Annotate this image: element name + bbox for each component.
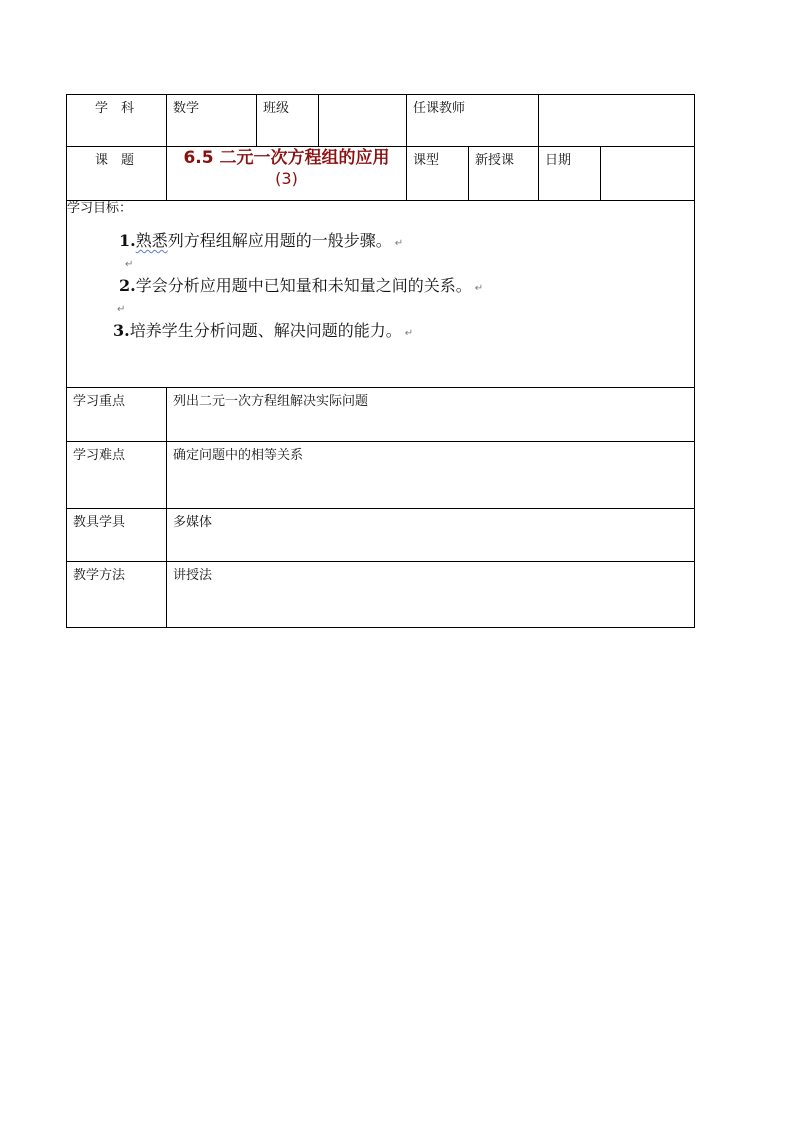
paragraph-mark-icon: ↵ [394,238,404,249]
class-value-cell [319,95,407,147]
row-value-cell [167,562,695,628]
row-label: 学习难点 [73,448,126,463]
spellcheck-underlined-text: 熟悉 [135,231,168,250]
row-value: 确定问题中的相等关系 [173,448,304,463]
type-label: 课型 [413,153,440,168]
empty-paragraph-line [67,299,694,321]
date-value-cell [601,147,695,201]
class-label: 班级 [263,101,290,116]
objective-item-2 [67,276,694,299]
date-label: 日期 [545,153,572,168]
type-value-cell [469,147,539,201]
topic-label-cell [67,147,167,201]
objectives-heading: 学习目标： [67,201,133,216]
topic-label: 课 题 [95,153,135,168]
teacher-label-cell [407,95,539,147]
paragraph-mark-icon: ↵ [125,259,134,270]
row-value: 多媒体 [173,515,213,530]
subject-label-cell [67,95,167,147]
subject-value: 数学 [173,101,200,116]
row-value: 讲授法 [173,568,213,583]
subject-value-cell [167,95,257,147]
row-difficulties [67,442,695,509]
class-value [319,95,406,101]
row-value-cell [167,442,695,509]
row-value: 列出二元一次方程组解决实际问题 [173,394,369,409]
row-label: 教学方法 [73,568,126,583]
paragraph-mark-icon: ↵ [117,304,126,315]
paragraph-mark-icon: ↵ [474,283,484,294]
teacher-value-cell [539,95,695,147]
row-key-points [67,388,695,442]
paragraph-mark-icon: ↵ [404,328,414,339]
date-value [601,147,694,153]
topic-subtitle: (3) [275,169,298,188]
objective-text: 培养学生分析问题、解决问题的能力。 [129,321,402,340]
row-value-cell [167,509,695,562]
class-label-cell [257,95,319,147]
row-teaching-method [67,562,695,628]
row-label-cell [67,562,167,628]
subject-label: 学 科 [95,101,135,116]
objective-item-1 [67,231,694,254]
objective-number: 1. [119,231,136,250]
objective-text: 学会分析应用题中已知量和未知量之间的关系。 [135,276,472,295]
topic-title-cell [167,147,407,201]
objectives-row [67,201,695,388]
empty-paragraph-line [67,254,694,276]
row-label-cell [67,509,167,562]
objectives-cell [67,201,695,388]
objective-number: 3. [113,321,130,340]
topic-row [67,147,695,201]
objective-text: 列方程组解应用题的一般步骤。 [167,231,392,250]
row-value-cell [167,388,695,442]
topic-title: 6.5 二元一次方程组的应用 [183,148,390,168]
teacher-label: 任课教师 [413,101,466,116]
teacher-value [539,95,694,101]
lesson-plan-table [66,94,695,628]
header-row [67,95,695,147]
type-label-cell [407,147,469,201]
row-label-cell [67,442,167,509]
row-label: 学习重点 [73,394,126,409]
row-teaching-aids [67,509,695,562]
row-label-cell [67,388,167,442]
objective-number: 2. [119,276,136,295]
objective-item-3 [67,321,694,344]
date-label-cell [539,147,601,201]
type-value: 新授课 [475,153,515,168]
row-label: 教具学具 [73,515,126,530]
